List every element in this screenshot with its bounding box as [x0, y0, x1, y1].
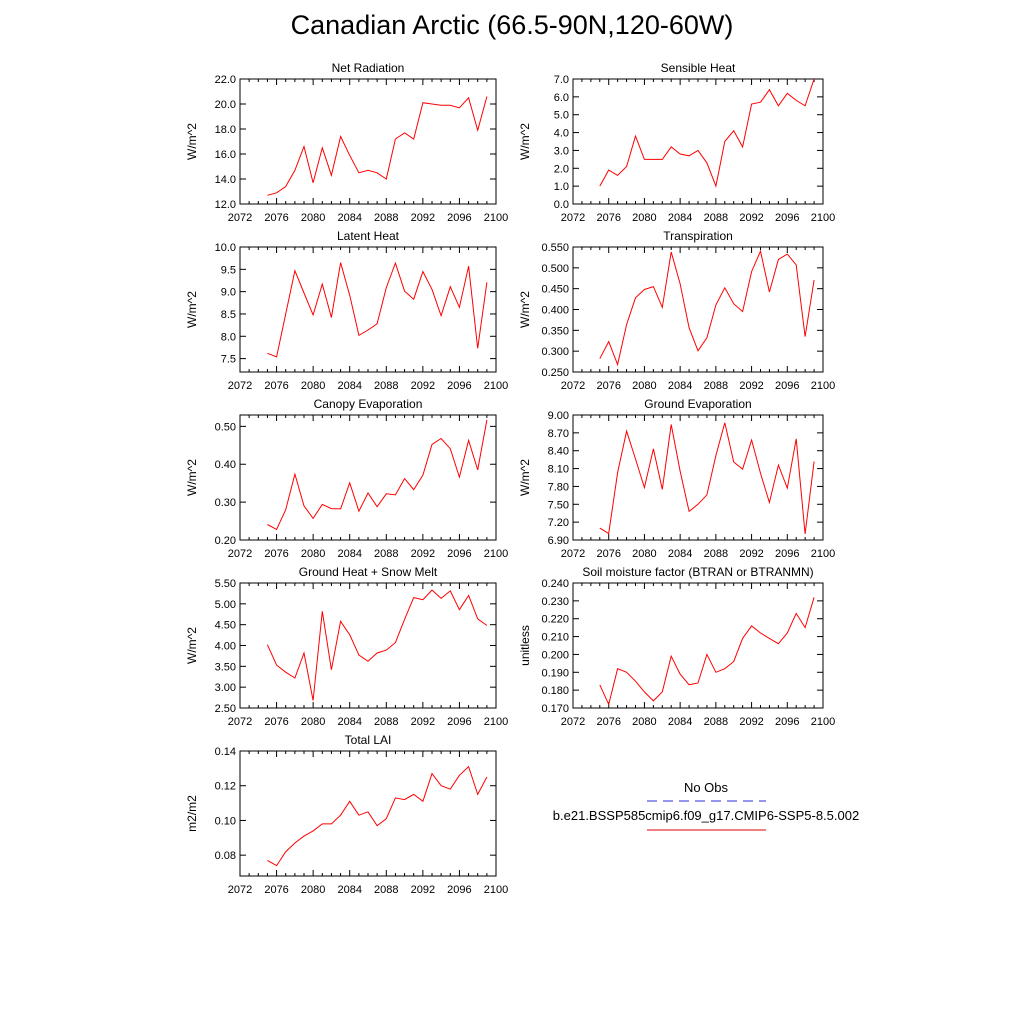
y-tick-label: 16.0: [214, 149, 236, 161]
y-tick-label: 5.00: [214, 598, 236, 611]
chart-panel-6: [518, 397, 835, 560]
y-tick-label: 2.50: [214, 703, 236, 715]
y-axis-label: W/m^2: [185, 627, 199, 664]
legend: [553, 780, 859, 830]
series-line: [267, 767, 487, 866]
x-tick-label: 2076: [264, 548, 289, 560]
y-tick-label: 0.190: [541, 667, 569, 680]
y-tick-label: 20.0: [214, 99, 236, 111]
x-tick-label: 2080: [632, 548, 657, 560]
y-tick-label: 4.50: [214, 619, 236, 632]
y-tick-label: 7.80: [547, 481, 569, 494]
panel-title: Canopy Evaporation: [313, 397, 423, 411]
chart-panel-1: [185, 61, 508, 224]
y-tick-label: 0.50: [214, 421, 236, 434]
y-tick-label: 1.0: [553, 181, 569, 194]
series-line: [600, 251, 814, 364]
y-tick-label: 0.0: [553, 199, 569, 211]
x-tick-label: 2084: [337, 716, 362, 728]
x-tick-label: 2080: [300, 884, 326, 896]
y-tick-label: 3.0: [553, 145, 569, 158]
x-tick-label: 2076: [264, 716, 289, 728]
x-tick-label: 2088: [374, 212, 399, 224]
plot-frame: [240, 415, 496, 540]
x-tick-label: 2072: [560, 380, 586, 392]
series-line: [600, 423, 814, 534]
series-line: [600, 597, 814, 704]
y-tick-label: 0.210: [541, 631, 569, 644]
x-tick-label: 2088: [703, 716, 729, 728]
x-tick-label: 2080: [300, 548, 326, 560]
x-tick-label: 2092: [410, 212, 436, 224]
panel-title: Ground Heat + Snow Melt: [298, 565, 438, 579]
plot-frame: [240, 751, 496, 876]
y-tick-label: 6.0: [553, 91, 569, 104]
x-tick-label: 2100: [483, 548, 509, 560]
x-tick-label: 2076: [264, 380, 289, 392]
x-tick-label: 2092: [410, 884, 436, 896]
panel-title: Net Radiation: [331, 61, 405, 75]
x-tick-label: 2096: [775, 212, 800, 224]
chart-panel-2: [518, 61, 835, 224]
x-tick-label: 2080: [300, 380, 326, 392]
x-tick-label: 2100: [483, 884, 509, 896]
y-axis-label: W/m^2: [518, 123, 532, 160]
x-tick-label: 2076: [596, 716, 621, 728]
chart-panel-8: [518, 565, 835, 728]
y-tick-label: 0.14: [214, 746, 236, 758]
x-tick-label: 2088: [703, 380, 729, 392]
chart-panel-7: [185, 565, 508, 728]
y-tick-label: 0.400: [541, 304, 569, 317]
x-tick-label: 2072: [227, 380, 253, 392]
x-tick-label: 2084: [337, 212, 362, 224]
x-tick-label: 2100: [483, 380, 509, 392]
panel-title: Total LAI: [344, 733, 392, 747]
series-line: [267, 590, 487, 700]
legend-label-obs: No Obs: [683, 780, 729, 795]
x-tick-label: 2092: [739, 548, 764, 560]
y-axis-label: W/m^2: [518, 291, 532, 328]
x-tick-label: 2088: [374, 380, 399, 392]
x-tick-label: 2100: [810, 716, 836, 728]
y-tick-label: 0.350: [541, 325, 569, 338]
x-tick-label: 2088: [374, 716, 399, 728]
y-axis-label: m2/m2: [185, 795, 199, 832]
x-tick-label: 2076: [596, 212, 621, 224]
x-tick-label: 2084: [337, 548, 362, 560]
y-tick-label: 5.0: [553, 109, 569, 122]
panel-title: Ground Evaporation: [644, 397, 752, 411]
x-tick-label: 2088: [703, 212, 729, 224]
chart-panel-5: [185, 397, 508, 560]
y-tick-label: 0.450: [541, 283, 569, 296]
y-tick-label: 0.240: [541, 578, 569, 590]
x-tick-label: 2092: [739, 212, 764, 224]
y-tick-label: 7.0: [553, 74, 569, 86]
x-tick-label: 2096: [775, 716, 800, 728]
x-tick-label: 2100: [810, 548, 836, 560]
y-tick-label: 12.0: [214, 199, 236, 211]
series-line: [600, 79, 814, 186]
x-tick-label: 2100: [810, 212, 836, 224]
y-tick-label: 0.30: [214, 497, 236, 510]
plot-frame: [240, 583, 496, 708]
y-tick-label: 0.10: [214, 815, 236, 828]
y-tick-label: 3.00: [214, 682, 236, 695]
plot-frame: [573, 79, 823, 204]
x-tick-label: 2072: [227, 548, 253, 560]
x-tick-label: 2100: [483, 212, 509, 224]
y-tick-label: 8.40: [547, 445, 569, 458]
x-tick-label: 2072: [560, 548, 586, 560]
x-tick-label: 2096: [775, 548, 800, 560]
y-tick-label: 0.550: [541, 242, 569, 254]
y-tick-label: 9.00: [547, 410, 569, 422]
x-tick-label: 2076: [596, 380, 621, 392]
x-tick-label: 2084: [667, 380, 693, 392]
y-tick-label: 0.200: [541, 649, 569, 662]
y-tick-label: 0.40: [214, 459, 236, 472]
y-axis-label: W/m^2: [185, 291, 199, 328]
x-tick-label: 2072: [560, 212, 586, 224]
y-tick-label: 8.10: [547, 463, 569, 476]
y-axis-label: W/m^2: [185, 459, 199, 496]
x-tick-label: 2072: [227, 212, 253, 224]
x-tick-label: 2096: [775, 380, 800, 392]
y-tick-label: 7.50: [547, 499, 569, 512]
y-tick-label: 6.90: [547, 535, 569, 547]
y-tick-label: 0.180: [541, 685, 569, 698]
y-tick-label: 10.0: [214, 242, 236, 254]
series-line: [267, 420, 487, 530]
y-axis-label: W/m^2: [518, 459, 532, 496]
panel-title: Soil moisture factor (BTRAN or BTRANMN): [582, 565, 814, 579]
x-tick-label: 2092: [739, 380, 764, 392]
y-tick-label: 0.08: [214, 850, 236, 863]
x-tick-label: 2084: [667, 212, 693, 224]
y-tick-label: 2.0: [553, 163, 569, 176]
panel-title: Sensible Heat: [660, 61, 736, 75]
y-tick-label: 4.00: [214, 640, 236, 653]
y-tick-label: 8.5: [220, 308, 236, 321]
x-tick-label: 2072: [227, 884, 253, 896]
y-tick-label: 0.230: [541, 595, 569, 608]
x-tick-label: 2072: [227, 716, 253, 728]
y-tick-label: 7.20: [547, 517, 569, 530]
series-line: [267, 263, 487, 357]
y-tick-label: 8.0: [220, 331, 236, 344]
y-tick-label: 4.0: [553, 127, 569, 140]
x-tick-label: 2100: [810, 380, 836, 392]
y-tick-label: 14.0: [214, 174, 236, 186]
y-tick-label: 0.220: [541, 613, 569, 626]
x-tick-label: 2080: [300, 716, 326, 728]
x-tick-label: 2088: [374, 884, 399, 896]
y-tick-label: 5.50: [214, 578, 236, 590]
y-tick-label: 22.0: [214, 74, 236, 86]
chart-panel-3: [185, 229, 508, 392]
series-line: [267, 97, 487, 196]
y-tick-label: 0.500: [541, 262, 569, 275]
chart-panel-9: [185, 733, 508, 896]
y-tick-label: 0.12: [214, 780, 236, 793]
x-tick-label: 2080: [632, 716, 657, 728]
x-tick-label: 2076: [264, 212, 289, 224]
x-tick-label: 2080: [632, 212, 657, 224]
y-tick-label: 9.5: [220, 264, 236, 277]
plot-frame: [240, 79, 496, 204]
plot-frame: [573, 247, 823, 372]
y-tick-label: 0.300: [541, 346, 569, 359]
x-tick-label: 2076: [264, 884, 289, 896]
x-tick-label: 2084: [667, 548, 693, 560]
main-title: Canadian Arctic (66.5-90N,120-60W): [290, 10, 734, 40]
y-tick-label: 8.70: [547, 427, 569, 440]
x-tick-label: 2088: [703, 548, 729, 560]
y-tick-label: 9.0: [220, 286, 236, 299]
plot-frame: [240, 247, 496, 372]
x-tick-label: 2084: [667, 716, 693, 728]
y-axis-label: unitless: [518, 625, 532, 666]
x-tick-label: 2092: [410, 716, 436, 728]
x-tick-label: 2084: [337, 380, 362, 392]
chart-panel-4: [518, 229, 835, 392]
x-tick-label: 2096: [447, 548, 472, 560]
x-tick-label: 2096: [447, 380, 472, 392]
x-tick-label: 2092: [410, 548, 436, 560]
x-tick-label: 2096: [447, 884, 472, 896]
x-tick-label: 2096: [447, 716, 472, 728]
x-tick-label: 2096: [447, 212, 472, 224]
x-tick-label: 2088: [374, 548, 399, 560]
panel-title: Transpiration: [663, 229, 733, 243]
y-tick-label: 3.50: [214, 661, 236, 674]
x-tick-label: 2100: [483, 716, 509, 728]
panel-title: Latent Heat: [336, 229, 400, 243]
legend-label-model: b.e21.BSSP585cmip6.f09_g17.CMIP6-SSP5-8.5.002: [552, 808, 860, 823]
y-tick-label: 0.250: [541, 367, 569, 379]
y-tick-label: 0.170: [541, 703, 569, 715]
x-tick-label: 2080: [632, 380, 657, 392]
x-tick-label: 2076: [596, 548, 621, 560]
x-tick-label: 2072: [560, 716, 586, 728]
x-tick-label: 2080: [300, 212, 326, 224]
y-tick-label: 0.20: [214, 535, 236, 547]
y-axis-label: W/m^2: [185, 123, 199, 160]
plot-frame: [573, 583, 823, 708]
x-tick-label: 2092: [739, 716, 764, 728]
x-tick-label: 2084: [337, 884, 362, 896]
x-tick-label: 2092: [410, 380, 436, 392]
y-tick-label: 18.0: [214, 124, 236, 136]
y-tick-label: 7.5: [220, 353, 236, 366]
